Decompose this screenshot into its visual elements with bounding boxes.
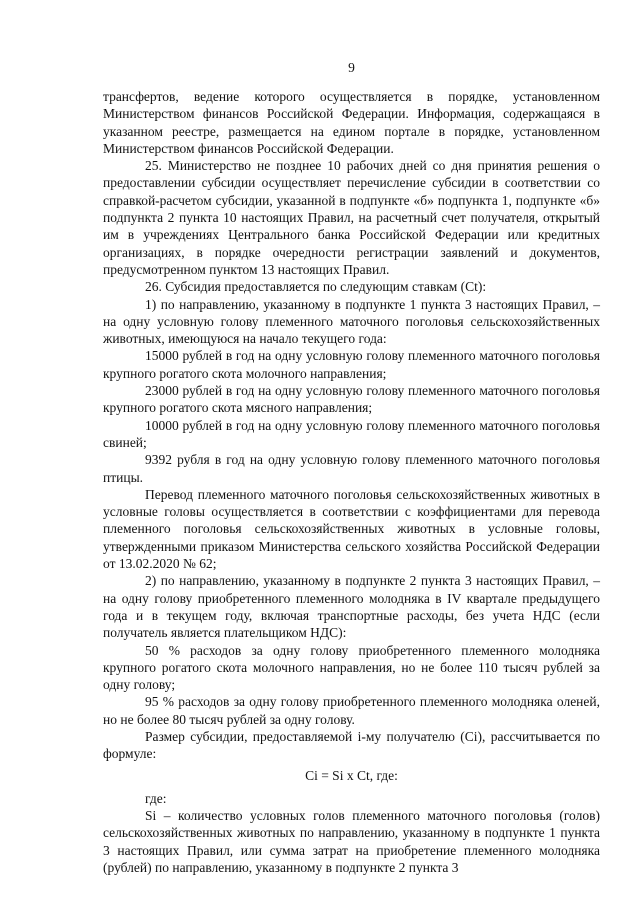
paragraph-26: 26. Субсидия предоставляется по следующим ставкам (Сt): [145,279,487,295]
subsidy-formula: Сi = Si х Сt, где: [305,767,398,783]
paragraph-26-1: 1) по направлению, указанному в подпункте 1 пункта 3 настоящих Правил, – на одну условную голову племенного маточного поголовья сельскохозяйственных животных, имеющуюся на начало текущего года: [103,296,600,347]
rate-young-deer: 95 % расходов за одну голову приобретенного племенного молодняка оленей, но не более 80 тысяч рублей за одну голову. [103,694,600,727]
rate-pigs: 10000 рублей в год на одну условную голову племенного маточного поголовья свиней; [103,417,600,450]
paragraph-26-2: 2) по направлению, указанному в подпункте 2 пункта 3 настоящих Правил, – на одну голову приобретенного племенного молодняка в IV квартале предыдущего года и в текущем году, включая транспортные расходы, без учета НДС (если получатель является плательщиком НДС): [103,573,600,641]
paragraph-conversion: Перевод племенного маточного поголовья сельскохозяйственных животных в условные головы осуществляется в соответствии с коэффициентами для перевода племенного поголовья сельскохозяйственных животных в условные головы, утвержденными приказом Министерства сельского хозяйства Российской Федерации от 13.02.2020 № 62; [103,486,600,572]
definition-si: Si – количество условных голов племенного маточного поголовья (голов) сельскохозяйственных животных по направлению, указанному в подпункте 1 пункта 3 настоящих Правил, или сумма затрат на приобретение племенного молодняка (рублей) по направлению, указанному в подпункте 2 пункта 3 [103,808,600,876]
page-number: 9 [348,60,355,75]
paragraph-reestr: трансфертов, ведение которого осуществляется в порядке, установленном Министерством финансов Российской Федерации. Информация, содержащаяся в указанном реестре, размещается на едином портале в порядке, установленном Министерством финансов Российской Федерации. [103,89,600,156]
rate-beef-cattle: 23000 рублей в год на одну условную голову племенного маточного поголовья крупного рогатого скота мясного направления; [103,383,600,416]
rate-poultry: 9392 рубля в год на одну условную голову племенного маточного поголовья птицы. [103,452,600,485]
paragraph-size: Размер субсидии, предоставляемой i-му получателю (Сi), рассчитывается по формуле: [103,728,600,762]
where-label: где: [145,790,167,806]
rate-dairy-cattle: 15000 рублей в год на одну условную голову племенного маточного поголовья крупного рогатого скота молочного направления; [103,348,600,381]
rate-young-cattle: 50 % расходов за одну голову приобретенного племенного молодняка крупного рогатого скота молочного направления, но не более 110 тысяч рублей за одну голову; [103,642,600,693]
paragraph-25: 25. Министерство не позднее 10 рабочих дней со дня принятия решения о предоставлении субсидии осуществляет перечисление субсидии в соответствии со справкой-расчетом субсидии, указанной в подпункте «б» подпункта 1, подпункте «б» подпункта 2 пункта 10 настоящих Правил, на расчетный счет получателя, открытый им в учреждениях Центрального банка Российской Федерации или кредитных организациях, в порядке очередности регистрации заявлений и документов, предусмотренном пунктом 13 настоящих Правил. [103,158,600,277]
